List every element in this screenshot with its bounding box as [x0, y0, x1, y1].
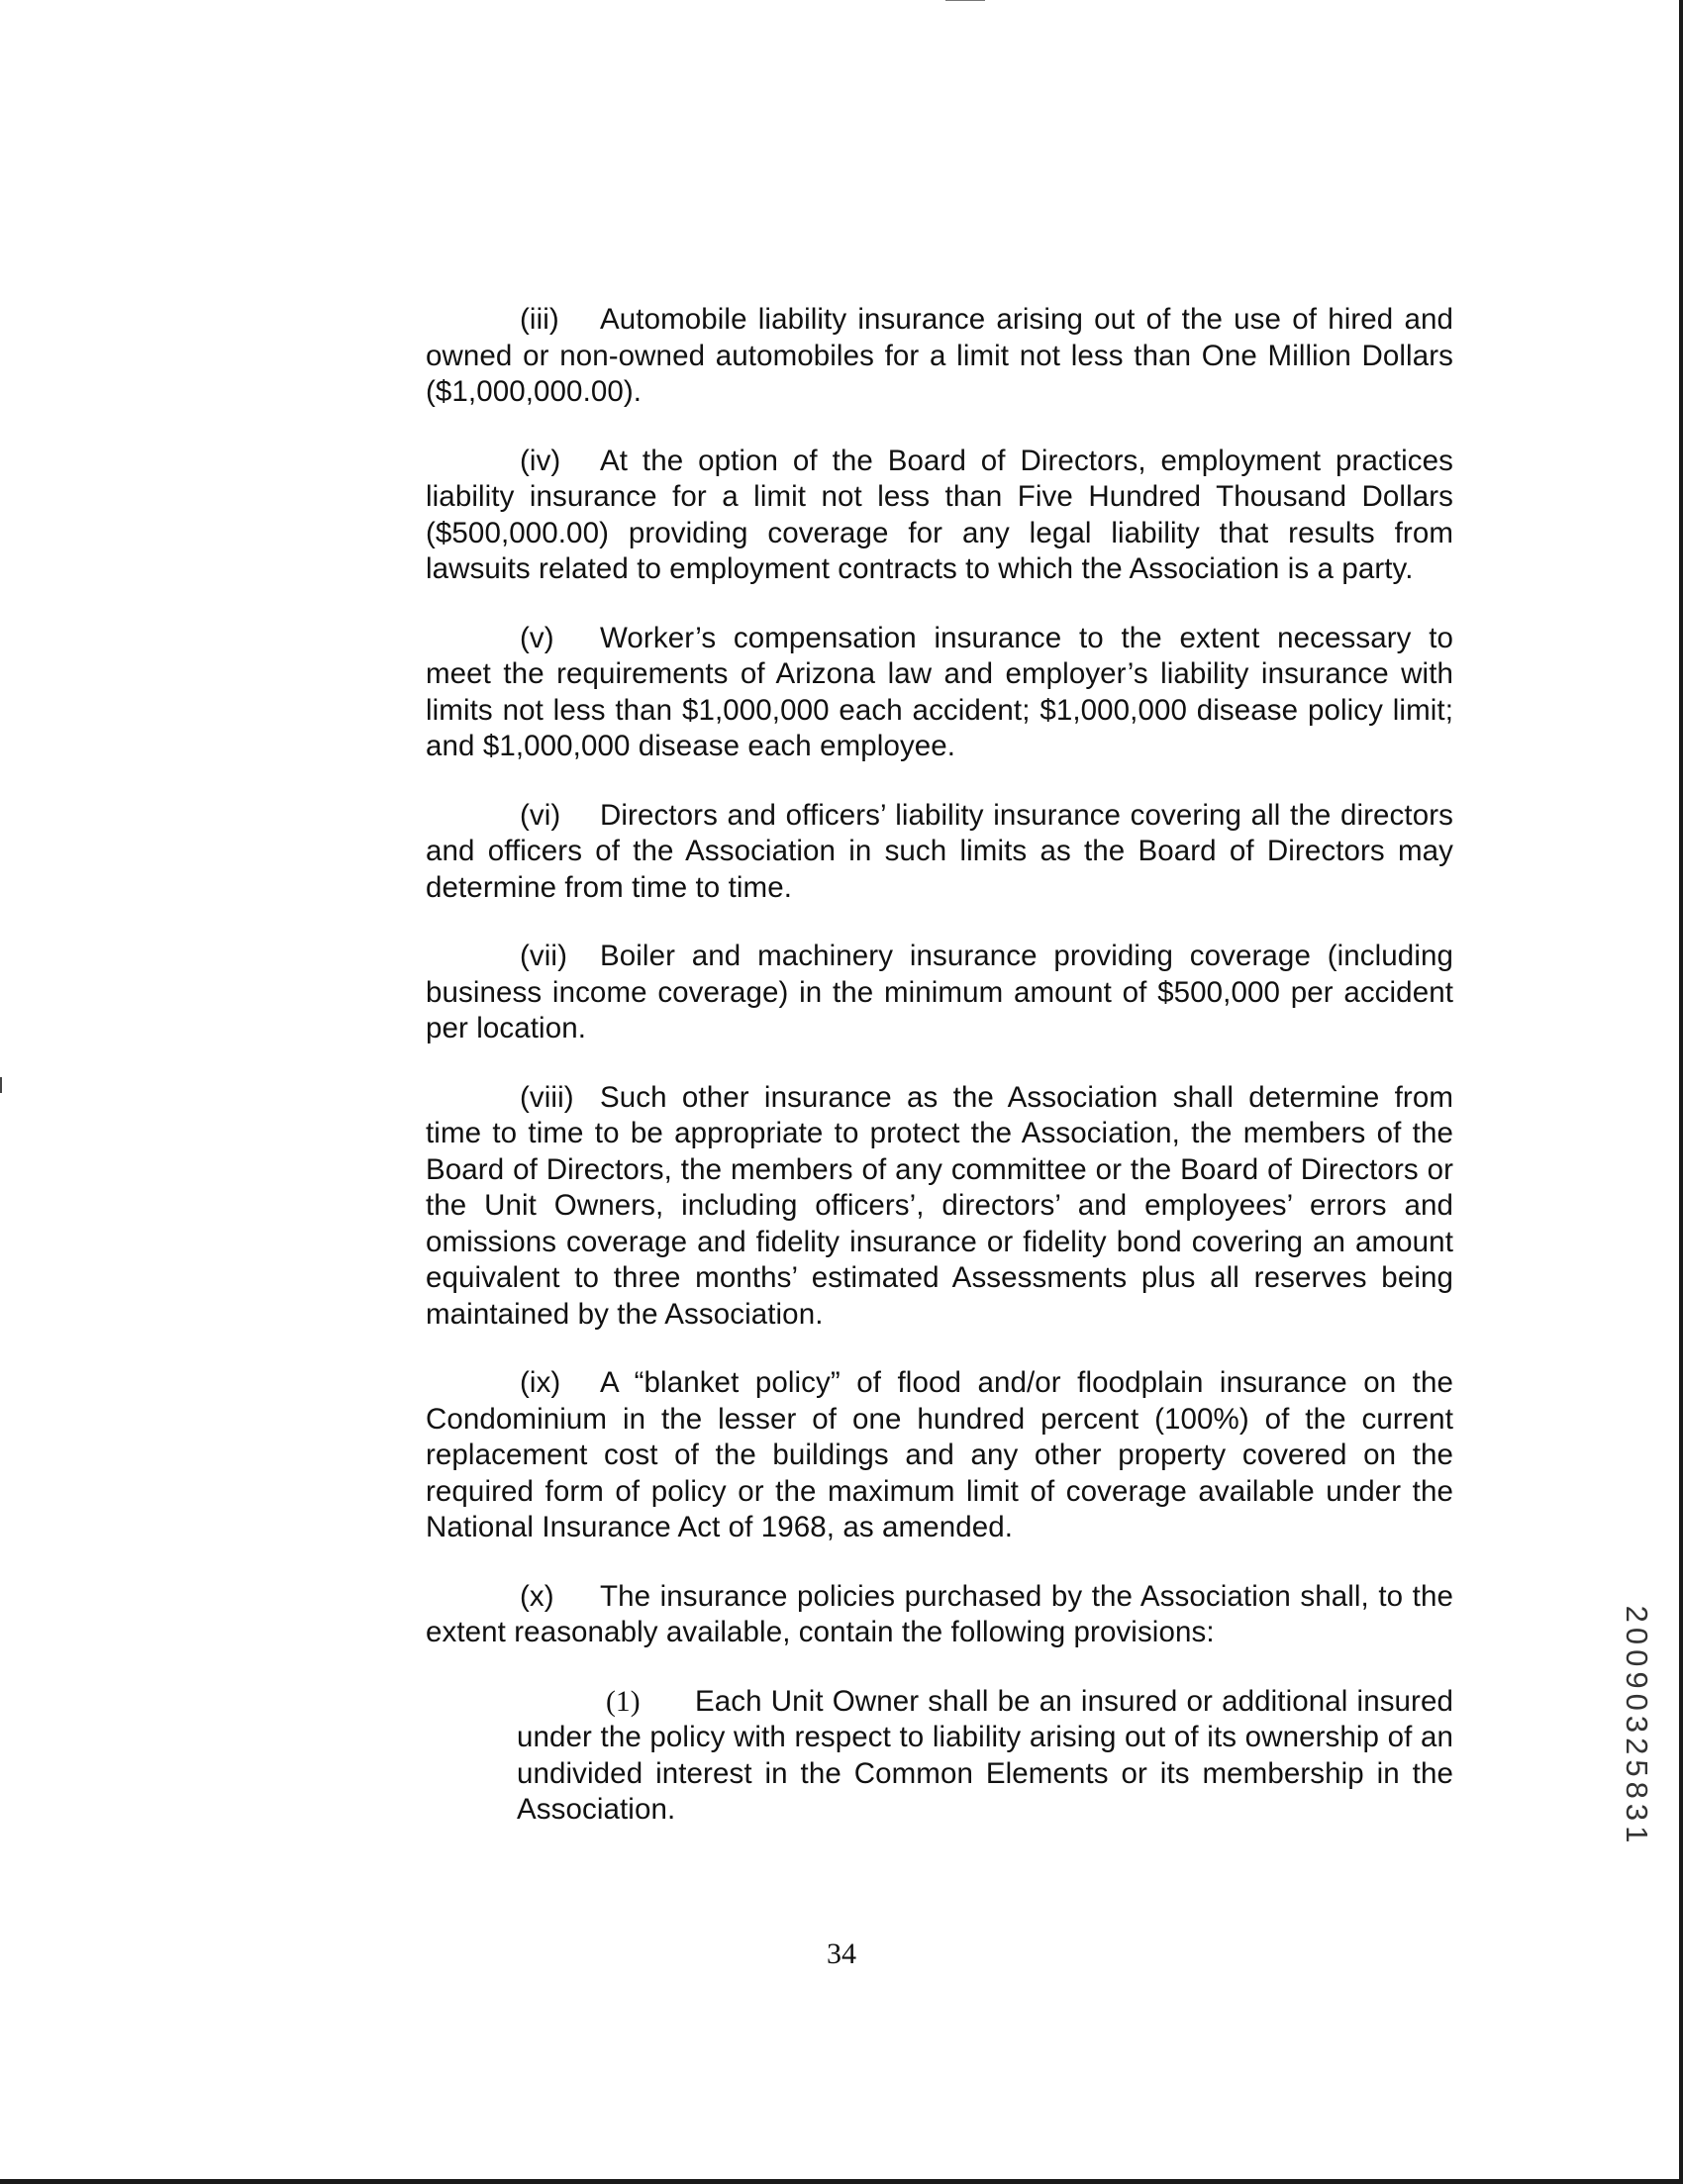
paragraph-label: (vii)	[520, 940, 568, 972]
paragraph-text: Boiler and machinery insurance providing coverage (including business income coverage) in the minimum amount of $500,000 per accident per location.	[426, 940, 1453, 1044]
paragraph-label: (vi)	[520, 798, 561, 832]
paragraph-text: Automobile liability insurance arising out of the use of hired and owned or non-owned automobiles for a limit not less than One Million Dollars ($1,000,000.00).	[426, 303, 1453, 408]
subparagraph-1	[517, 1684, 1453, 1829]
recording-number: 20090325831	[1620, 1605, 1654, 1848]
scan-edge-right	[1679, 0, 1683, 2184]
paragraph-vi	[426, 798, 1453, 907]
document-body	[426, 302, 1453, 1861]
paragraph-text: At the option of the Board of Directors, employment practices liability insurance for a limit not less than Five Hundred Thousand Dollars ($500,000.00) providing coverage for any legal liability that results from lawsuits related to employment contracts to which the Association is a party.	[426, 444, 1453, 585]
paragraph-label: (v)	[520, 621, 554, 654]
paragraph-x	[426, 1579, 1453, 1651]
paragraph-text: Directors and officers’ liability insurance covering all the directors and officers of the Association in such limits as the Board of Directors may determine from time to time.	[426, 798, 1453, 904]
scan-edge-bottom	[0, 2179, 1683, 2184]
paragraph-viii	[426, 1080, 1453, 1334]
subparagraph-text: Each Unit Owner shall be an insured or additional insured under the policy with respect to liability arising out of its ownership of an undivided interest in the Common Elements or its membership in the Association.	[517, 1684, 1453, 1826]
paragraph-label: (iii)	[520, 303, 559, 336]
scan-artifact-top	[945, 0, 985, 1]
paragraph-text: The insurance policies purchased by the Association shall, to the extent reasonably available, contain the following provisions:	[426, 1579, 1453, 1648]
page-number: 34	[827, 1937, 856, 1970]
recording-stamp	[1617, 1592, 1656, 1861]
paragraph-text: Worker’s compensation insurance to the extent necessary to meet the requirements of Arizona law and employer’s liability insurance with limits not less than $1,000,000 each accident; $1,000,000 disease policy limit; and $1,000,000 disease each employee.	[426, 621, 1453, 762]
scan-artifact-left	[0, 1077, 2, 1093]
paragraph-v	[426, 621, 1453, 765]
paragraph-ix	[426, 1365, 1453, 1546]
paragraph-label: (iv)	[520, 444, 561, 477]
paragraph-label: (ix)	[520, 1366, 561, 1399]
paragraph-iv	[426, 444, 1453, 588]
paragraph-text: A “blanket policy” of flood and/or floodplain insurance on the Condominium in the lesser of one hundred percent (100%) of the current replacement cost of the buildings and any other property covered on the required form of policy or the maximum limit of coverage available under the National Insurance Act of 1968, as amended.	[426, 1366, 1453, 1543]
paragraph-text: Such other insurance as the Association shall determine from time to time to be appropriate to protect the Association, the members of the Board of Directors, the members of any committee or the Board of Directors or the Unit Owners, including officers’, directors’ and employees’ errors and omissions coverage and fidelity insurance or fidelity bond covering an amount equivalent to three months’ estimated Assessments plus all reserves being maintained by the Association.	[426, 1080, 1453, 1331]
paragraph-label: (viii)	[520, 1080, 574, 1114]
paragraph-label: (x)	[520, 1579, 554, 1613]
paragraph-vii	[426, 939, 1453, 1047]
paragraph-iii	[426, 302, 1453, 411]
subparagraph-label: (1)	[606, 1685, 641, 1718]
